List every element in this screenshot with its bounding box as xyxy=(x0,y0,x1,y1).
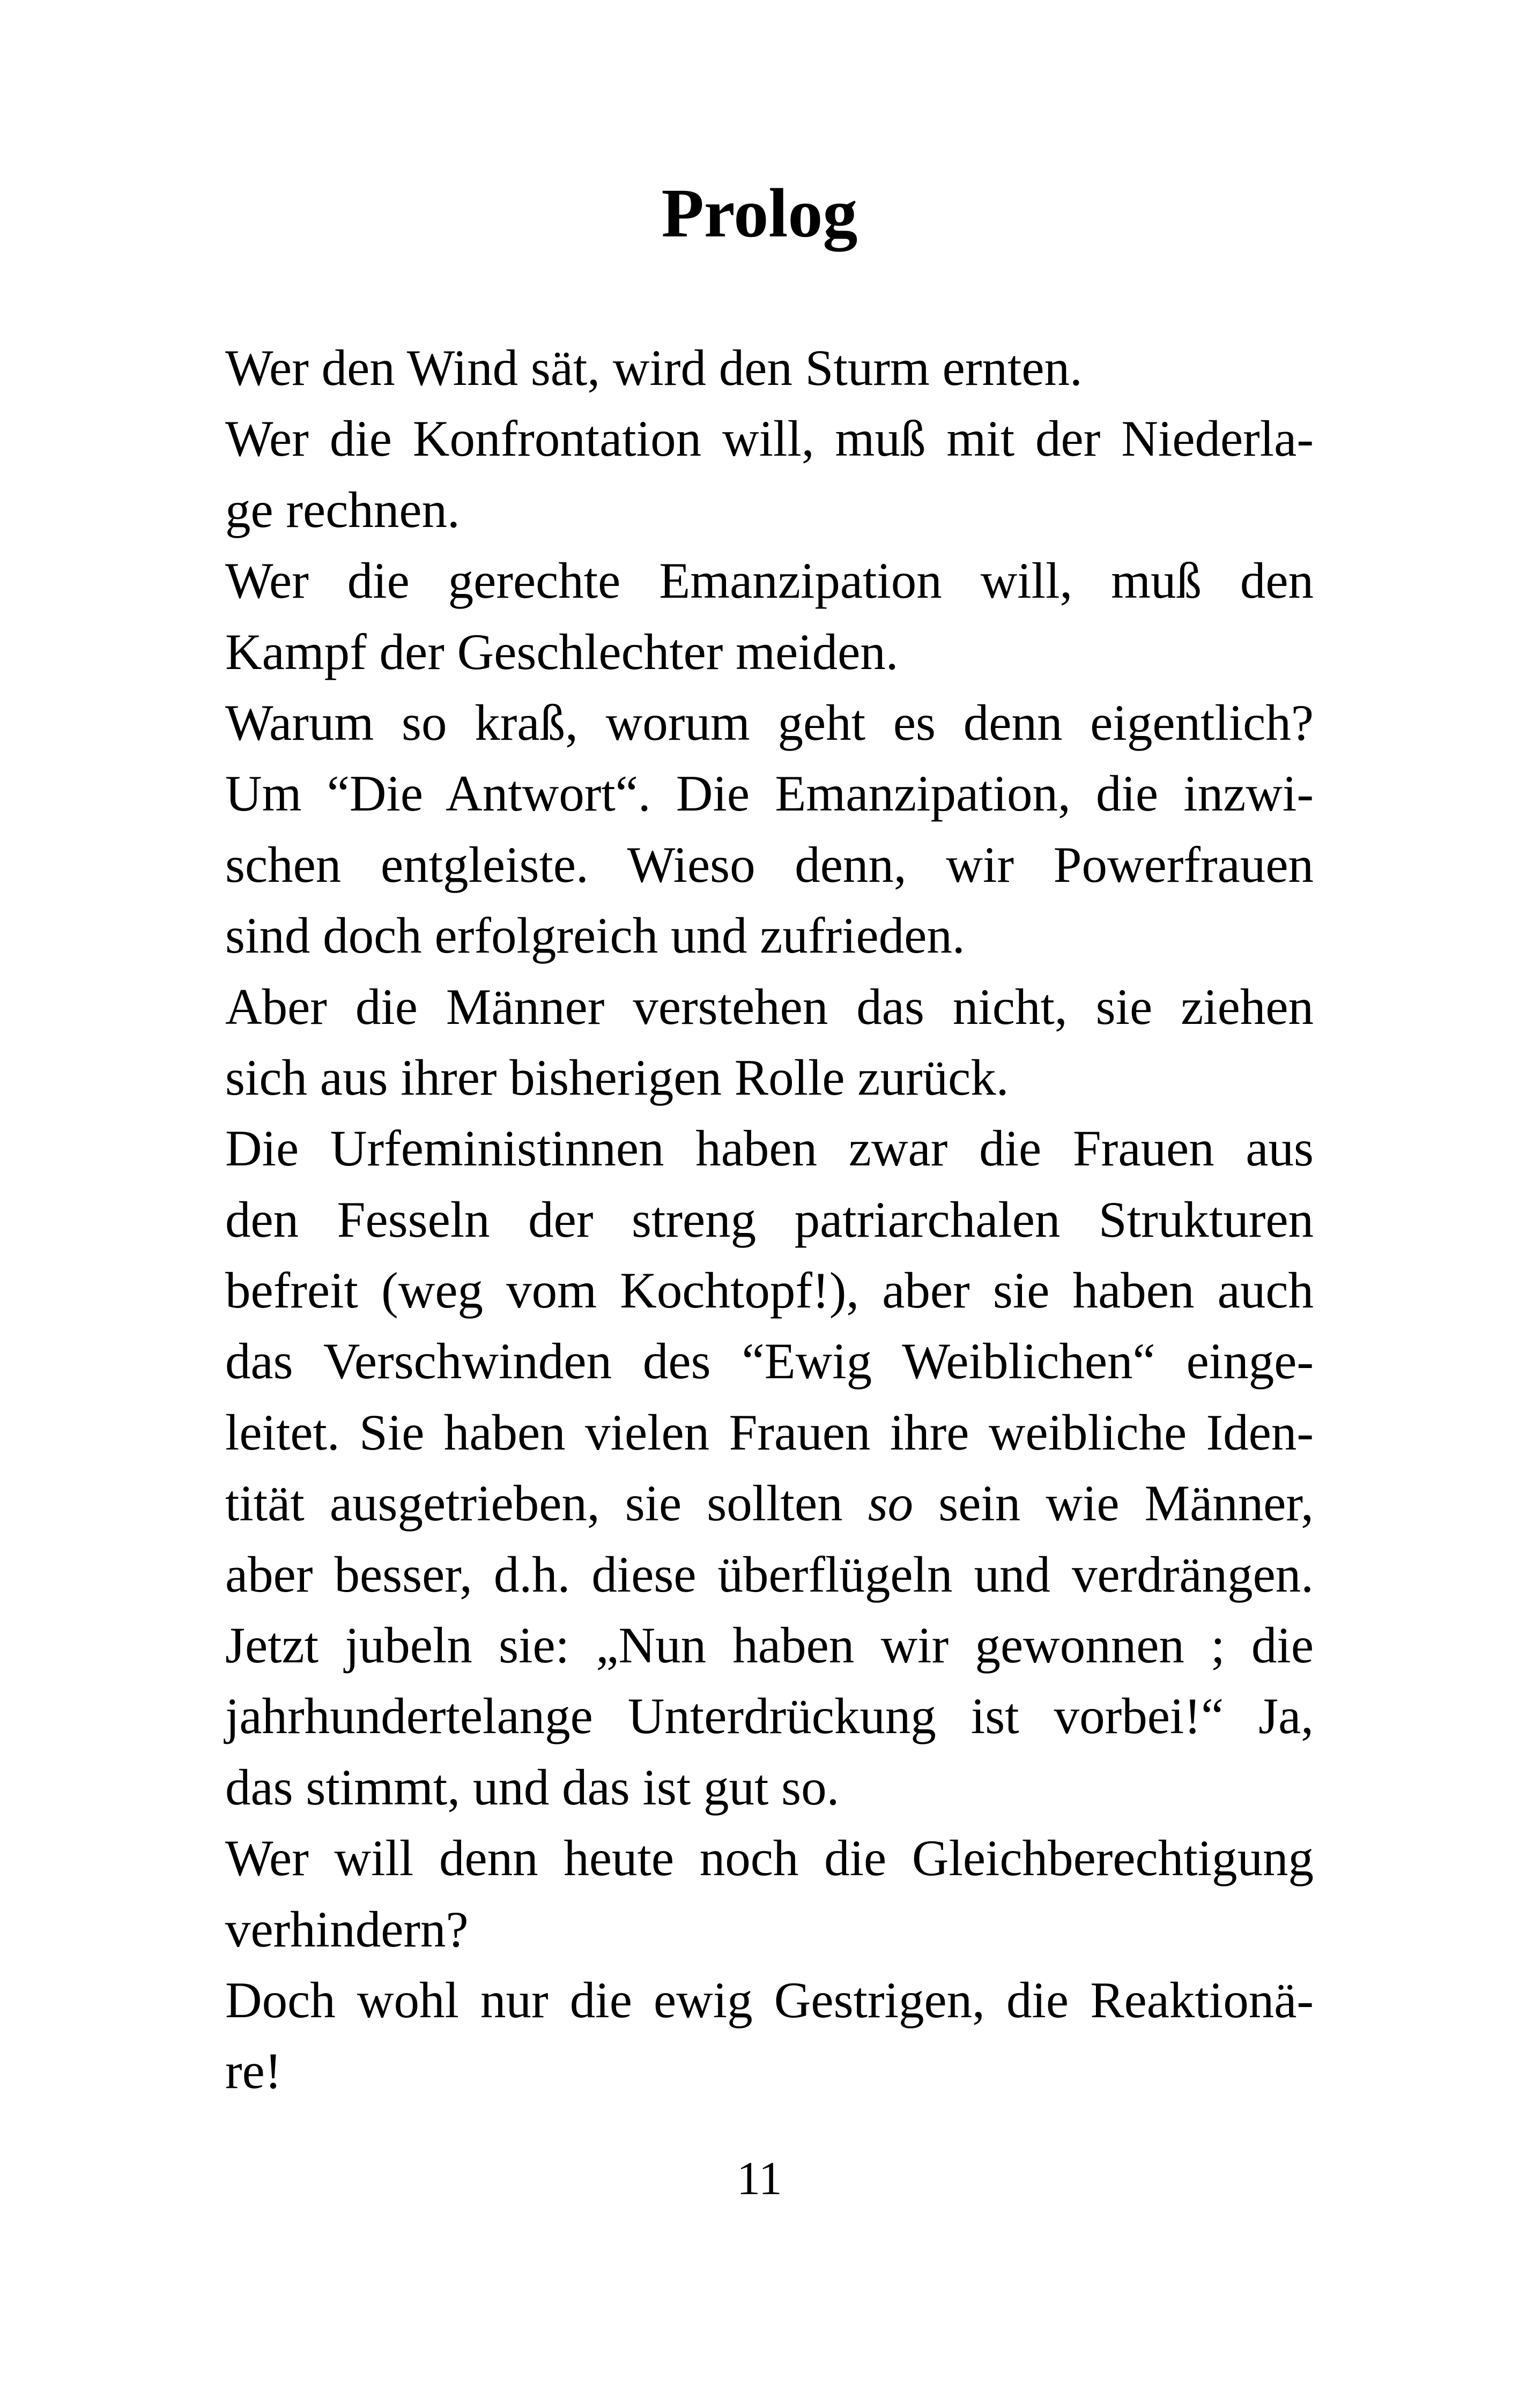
text-line: jahrhundertelange Unterdrückung ist vorbei!“ Ja, xyxy=(225,1688,1314,1745)
text-line: ge rechnen. xyxy=(225,481,460,538)
text-line: leitet. Sie haben vielen Frauen ihre weibliche Iden- xyxy=(225,1403,1314,1461)
text-segment: tität ausgetrieben, sie sollten xyxy=(225,1475,868,1532)
emphasized-word: so xyxy=(868,1475,914,1532)
text-line: Jetzt jubeln sie: „Nun haben wir gewonnen ; die xyxy=(225,1617,1314,1674)
text-line: verhindern? xyxy=(225,1900,469,1958)
text-line: Wer die Konfrontation will, muß mit der Niederla- xyxy=(225,410,1314,467)
text-line: befreit (weg vom Kochtopf!), aber sie haben auch xyxy=(225,1262,1314,1319)
text-line: das stimmt, und das ist gut so. xyxy=(225,1758,840,1816)
chapter-title: Prolog xyxy=(661,175,858,252)
page-number: 11 xyxy=(737,2153,782,2205)
text-line: re! xyxy=(225,2042,282,2100)
text-line: Wer den Wind sät, wird den Sturm ernten. xyxy=(225,339,1083,396)
text-line: Um “Die Antwort“. Die Emanzipation, die inzwi- xyxy=(225,765,1314,822)
text-line: Doch wohl nur die ewig Gestrigen, die Reaktionä- xyxy=(225,1971,1314,2028)
text-segment: sein wie Männer, xyxy=(913,1475,1314,1532)
body-text xyxy=(225,332,1314,2107)
text-line: Warum so kraß, worum geht es denn eigentlich? xyxy=(225,694,1314,751)
text-line: Die Urfeministinnen haben zwar die Frauen aus xyxy=(225,1120,1314,1177)
text-line: das Verschwinden des “Ewig Weiblichen“ einge- xyxy=(225,1333,1314,1390)
text-line xyxy=(225,1468,1314,1539)
text-line: aber besser, d.h. diese überflügeln und verdrängen. xyxy=(225,1545,1314,1603)
text-line: den Fesseln der streng patriarchalen Strukturen xyxy=(225,1191,1314,1248)
text-line: sind doch erfolgreich und zufrieden. xyxy=(225,907,965,964)
text-line: Aber die Männer verstehen das nicht, sie ziehen xyxy=(225,978,1314,1035)
text-line: schen entgleiste. Wieso denn, wir Powerfrauen xyxy=(225,836,1314,893)
text-line: sich aus ihrer bisherigen Rolle zurück. xyxy=(225,1049,1009,1106)
text-line: Wer will denn heute noch die Gleichberechtigung xyxy=(225,1830,1314,1887)
text-line: Kampf der Geschlechter meiden. xyxy=(225,623,899,680)
text-line: Wer die gerechte Emanzipation will, muß den xyxy=(225,552,1314,610)
